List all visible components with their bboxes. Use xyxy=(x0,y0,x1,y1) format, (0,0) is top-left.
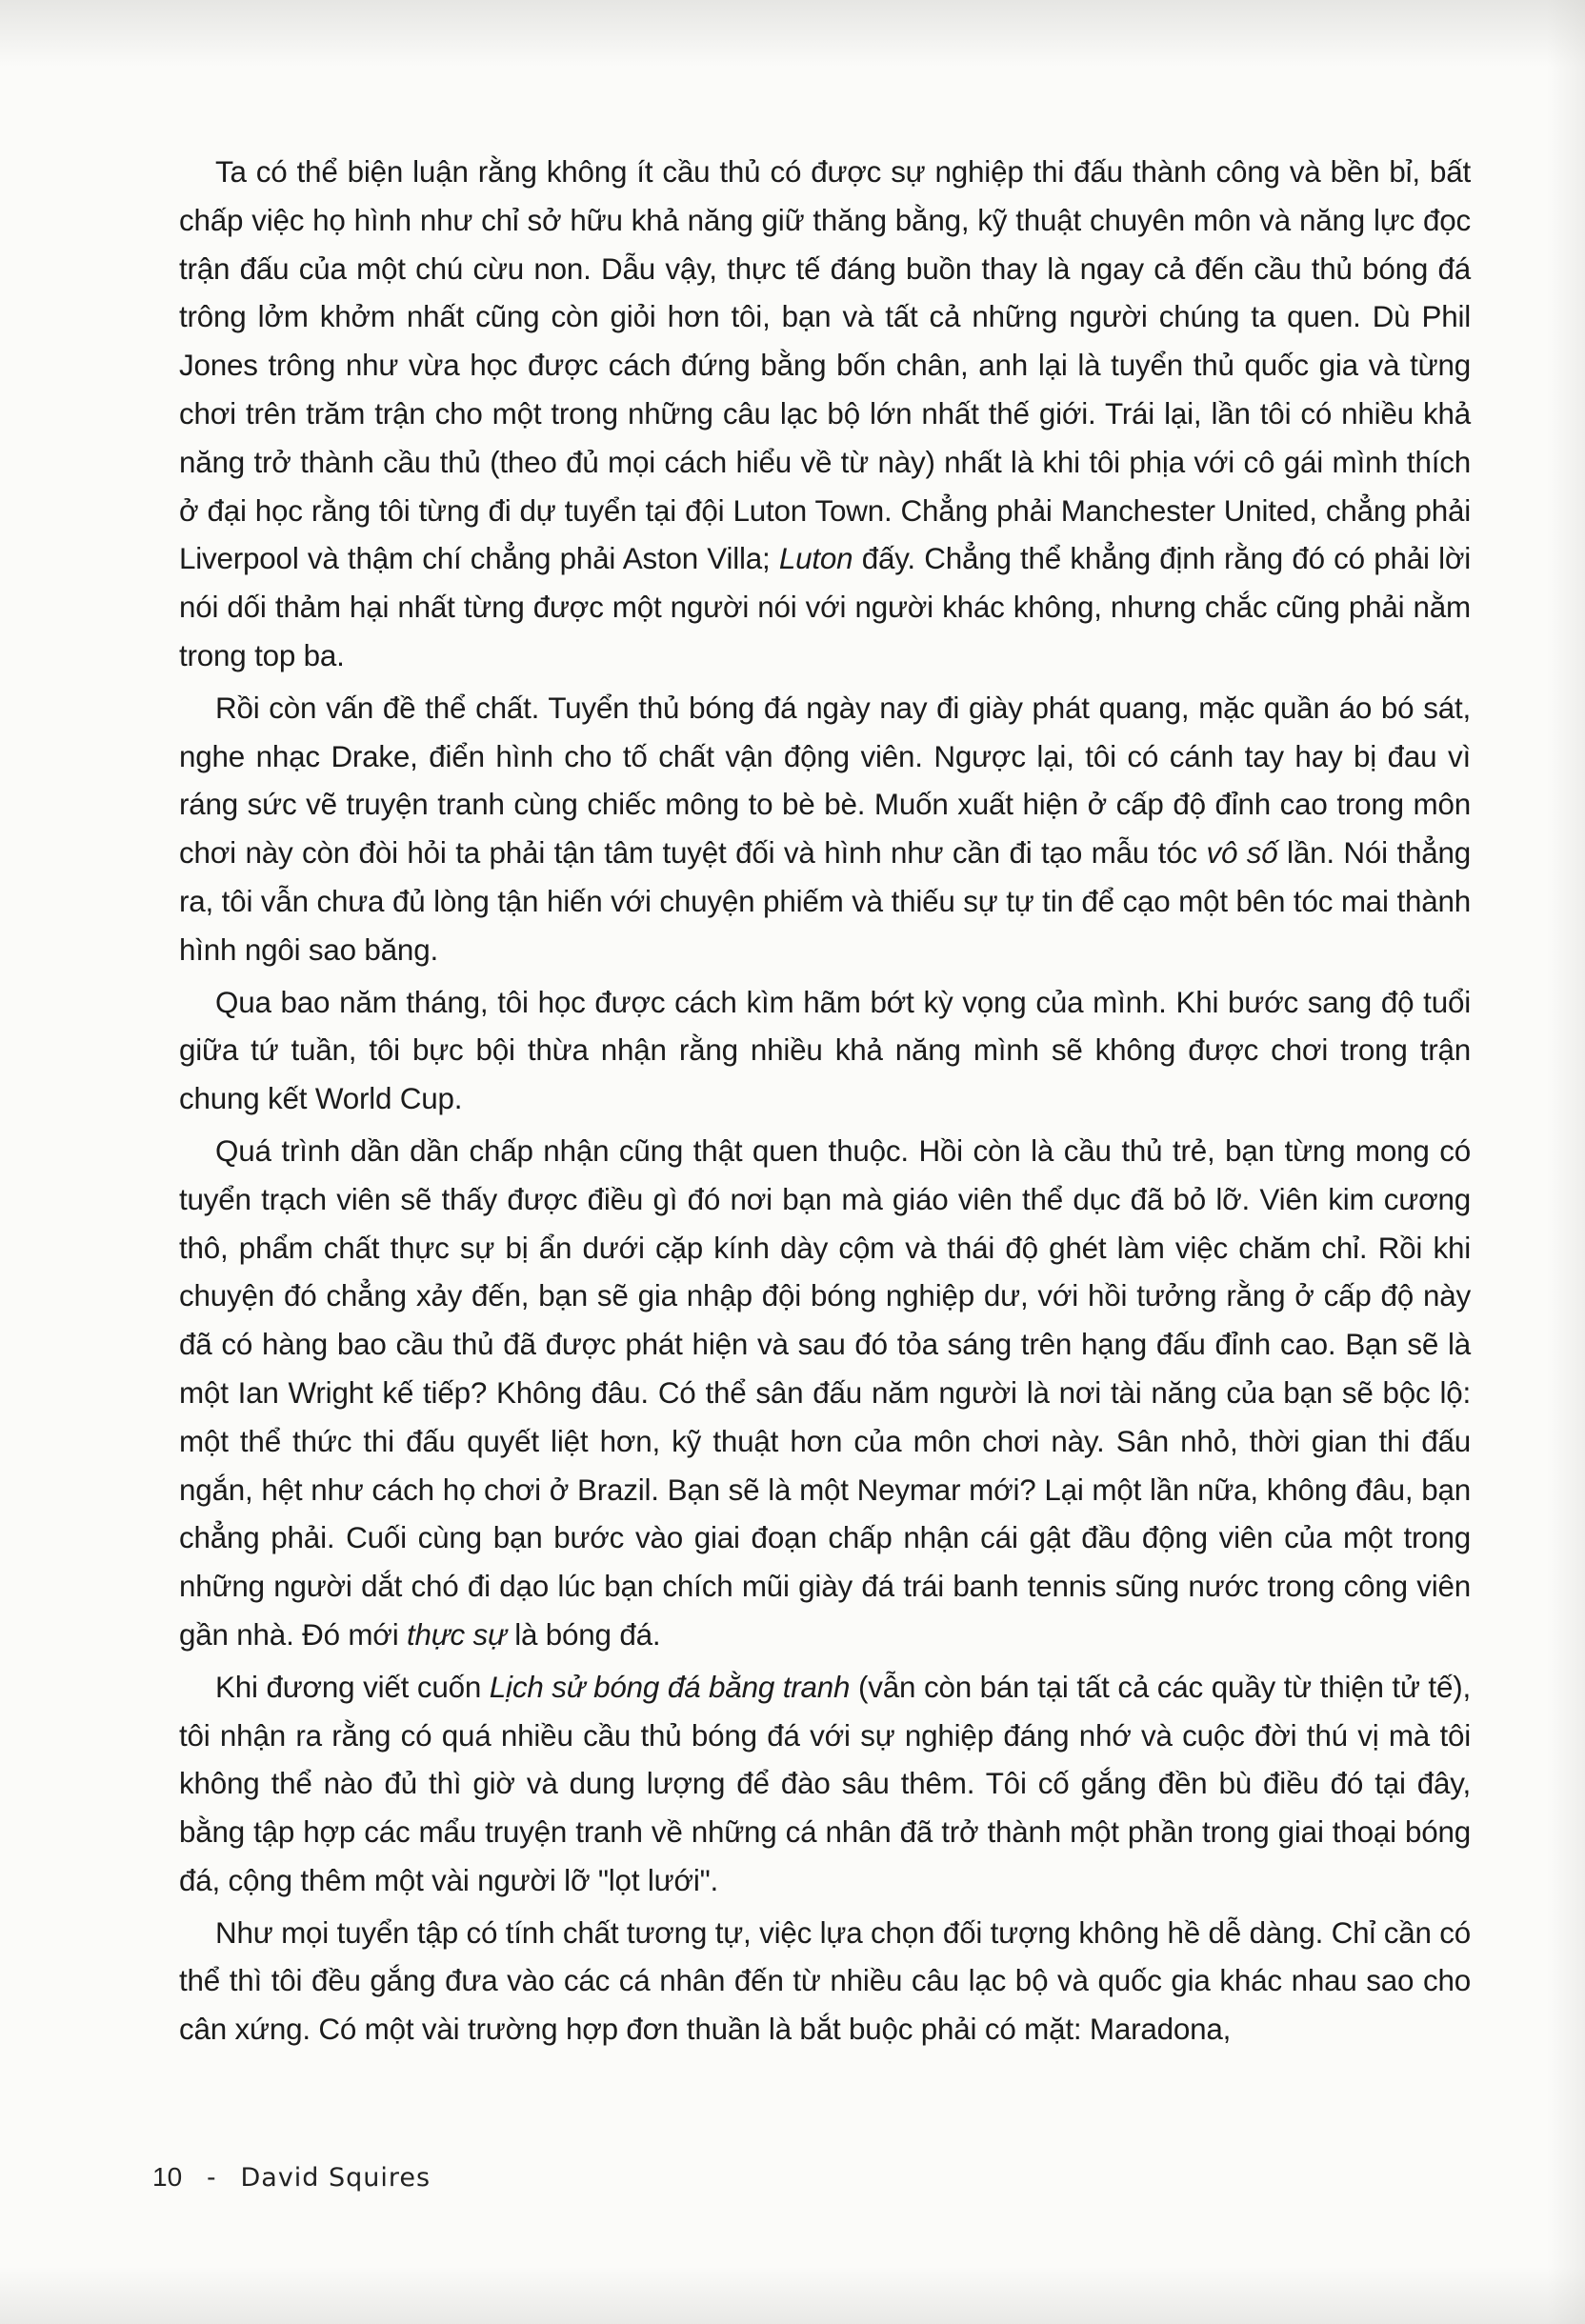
paragraph xyxy=(179,1664,1471,1906)
italic-text: Luton xyxy=(778,542,853,576)
page-footer xyxy=(152,2158,431,2197)
paragraph xyxy=(179,1910,1471,2054)
footer-separator: - xyxy=(207,2162,216,2192)
text-run: Ta có thể biện luận rằng không ít cầu thủ có được sự nghiệp thi đấu thành công và bền bỉ, bất chấp việc họ hình như chỉ sở hữu khả năng giữ thăng bằng, kỹ thuật chuyên môn và năng lực đọc trận đấu của một chú cừu non. Dẫu vậy, thực tế đáng buồn thay là ngay cả đến cầu thủ bóng đá trông lởm khởm nhất cũng còn giỏi hơn tôi, bạn và tất cả những người chúng ta quen. Dù Phil Jones trông như vừa học được cách đứng bằng bốn chân, anh lại là tuyển thủ quốc gia và từng chơi trên trăm trận cho một trong những câu lạc bộ lớn nhất thế giới. Trái lại, lần tôi có nhiều khả năng trở thành cầu thủ (theo đủ mọi cách hiểu về từ này) nhất là khi tôi phịa với cô gái mình thích ở đại học rằng tôi từng đi dự tuyển tại đội Luton Town. Chẳng phải Manchester United, chẳng phải Liverpool và thậm chí chẳng phải Aston Villa; xyxy=(179,155,1471,576)
paragraph xyxy=(179,1128,1471,1660)
paragraph xyxy=(179,979,1471,1124)
page-edge-shadow-top xyxy=(0,0,1585,67)
text-run: đấy. Chẳng thể khẳng định rằng đó có phải lời nói dối thảm hại nhất từng được một người nói với người khác không, nhưng chắc cũng phải nằm trong top ba. xyxy=(179,542,1472,672)
text-run: Rồi còn vấn đề thể chất. Tuyển thủ bóng đá ngày nay đi giày phát quang, mặc quần áo bó sát, nghe nhạc Drake, điển hình cho tố chất vận động viên. Ngược lại, tôi có cánh tay hay bị đau vì ráng sức vẽ truyện tranh cùng chiếc mông to bè bè. Muốn xuất hiện ở cấp độ đỉnh cao trong môn chơi này còn đòi hỏi ta phải tận tâm tuyệt đối và hình như cần đi tạo mẫu tóc xyxy=(179,691,1471,871)
italic-text: thực sự xyxy=(407,1617,507,1652)
italic-text: vô số xyxy=(1206,836,1278,871)
page-edge-shadow-bottom xyxy=(0,2267,1585,2324)
paragraph xyxy=(179,685,1471,975)
footer-author: David Squires xyxy=(240,2163,431,2193)
italic-text: Lịch sử bóng đá bằng tranh xyxy=(489,1670,851,1704)
text-run: là bóng đá. xyxy=(506,1617,661,1652)
text-run: Như mọi tuyển tập có tính chất tương tự, việc lựa chọn đối tượng không hề dễ dàng. Chỉ cần có thể thì tôi đều gắng đưa vào các cá nhân đến từ nhiều câu lạc bộ và quốc gia khác nhau sao cho cân xứng. Có một vài trường hợp đơn thuần là bắt buộc phải có mặt: Maradona, xyxy=(179,1915,1471,2047)
paragraph xyxy=(179,149,1471,681)
page-edge-shadow-right xyxy=(1547,0,1585,2324)
page-number: 10 xyxy=(152,2162,183,2192)
text-run: (vẫn còn bán tại tất cả các quầy từ thiện tử tế), tôi nhận ra rằng có quá nhiều cầu thủ bóng đá với sự nghiệp đáng nhớ và cuộc đời thú vị mà tôi không thể nào đủ thì giờ và dung lượng để đào sâu thêm. Tôi cố gắng đền bù điều đó tại đây, bằng tập hợp các mẩu truyện tranh về những cá nhân đã trở thành một phần trong giai thoại bóng đá, cộng thêm một vài người lỡ "lọt lưới". xyxy=(179,1670,1471,1897)
text-run: Quá trình dần dần chấp nhận cũng thật quen thuộc. Hồi còn là cầu thủ trẻ, bạn từng mong có tuyển trạch viên sẽ thấy được điều gì đó nơi bạn mà giáo viên thể dục đã bỏ lỡ. Viên kim cương thô, phẩm chất thực sự bị ẩn dưới cặp kính dày cộm và thái độ ghét làm việc chăm chỉ. Rồi khi chuyện đó chẳng xảy đến, bạn sẽ gia nhập đội bóng nghiệp dư, với hồi tưởng rằng ở cấp độ này đã có hàng bao cầu thủ đã được phát hiện và sau đó tỏa sáng trên hạng đấu đỉnh cao. Bạn sẽ là một Ian Wright kế tiếp? Không đâu. Có thể sân đấu năm người là nơi tài năng của bạn sẽ bộc lộ: một thể thức thi đấu quyết liệt hơn, kỹ thuật hơn của môn chơi này. Sân nhỏ, thời gian thi đấu ngắn, hệt như cách họ chơi ở Brazil. Bạn sẽ là một Neymar mới? Lại một lần nữa, không đâu, bạn chẳng phải. Cuối cùng bạn bước vào giai đoạn chấp nhận cái gật đầu động viên của một trong những người dắt chó đi dạo lúc bạn chích mũi giày đá trái banh tennis sũng nước trong công viên gần nhà. Đó mới xyxy=(179,1133,1471,1652)
text-run: Qua bao năm tháng, tôi học được cách kìm hãm bớt kỳ vọng của mình. Khi bước sang độ tuổi giữa tứ tuần, tôi bực bội thừa nhận rằng nhiều khả năng mình sẽ không được chơi trong trận chung kết World Cup. xyxy=(179,985,1471,1116)
text-run: Khi đương viết cuốn xyxy=(215,1670,490,1704)
body-text xyxy=(179,149,1471,2058)
text-run: lần. Nói thẳng ra, tôi vẫn chưa đủ lòng tận hiến với chuyện phiếm và thiếu sự tự tin để cạo một bên tóc mai thành hình ngôi sao băng. xyxy=(179,836,1472,967)
